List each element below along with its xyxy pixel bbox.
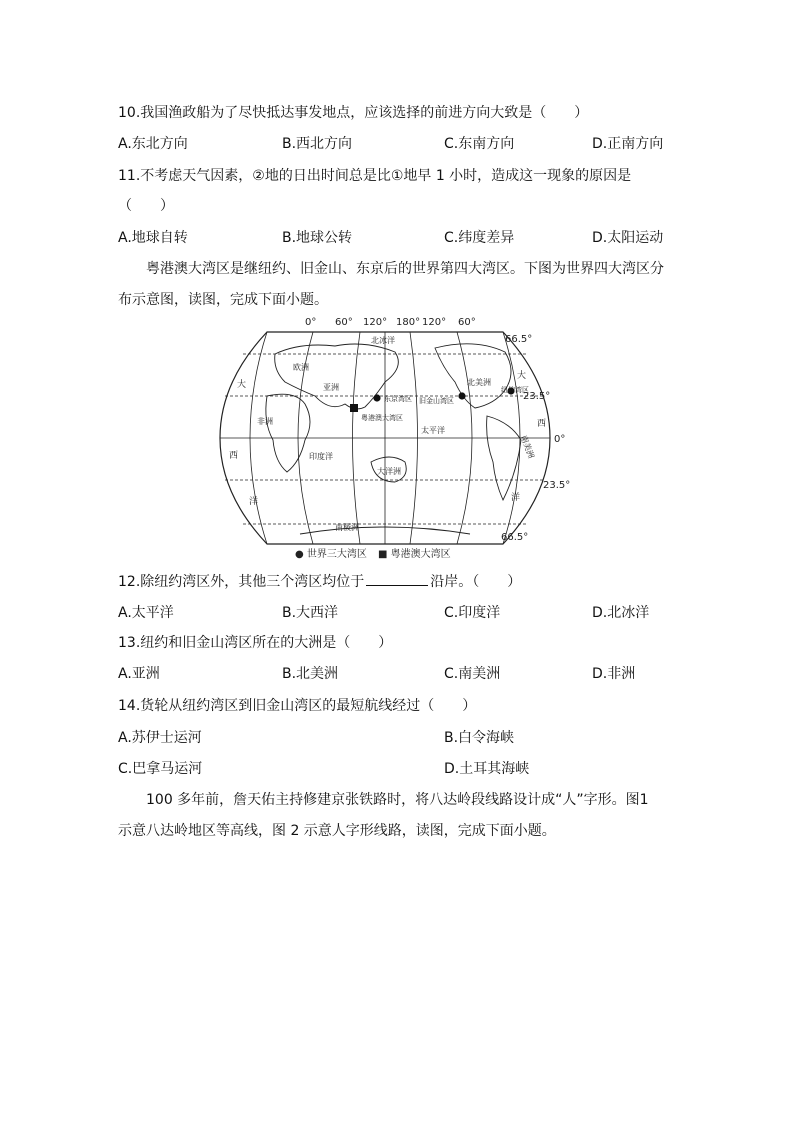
lat-label-23n: 23.5° [523, 391, 551, 402]
passage1-line2: 布示意图，读图，完成下面小题。 [118, 292, 328, 308]
label-north-america: 北美洲 [467, 378, 491, 387]
q14-stem: 14.货轮从纽约湾区到旧金山湾区的最短航线经过（ ） [118, 698, 477, 714]
q10-stem: 10.我国渔政船为了尽快抵达事发地点，应该选择的前进方向大致是（ ） [118, 105, 589, 121]
q12-blank [366, 571, 428, 586]
q12-option-c: C.印度洋 [444, 605, 501, 621]
label-south-america: 南美洲 [519, 433, 536, 460]
q13-option-b: B.北美洲 [282, 666, 339, 682]
label-sf-bay: 旧金山湾区 [419, 397, 454, 405]
gba-marker [350, 404, 358, 412]
label-antarctica: 南极洲 [335, 523, 359, 532]
lon-label-120e: 120° [363, 317, 388, 328]
q13-stem: 13.纽约和旧金山湾区所在的大洲是（ ） [118, 635, 393, 651]
q14-option-a: A.苏伊士运河 [118, 730, 202, 746]
q10-option-d: D.正南方向 [592, 136, 664, 152]
atlantic-left-3: 洋 [249, 497, 259, 507]
q12-option-d: D.北冰洋 [592, 605, 650, 621]
passage2-line2: 示意八达岭地区等高线，图 2 示意人字形线路，读图，完成下面小题。 [118, 823, 556, 839]
q13-option-d: D.非洲 [592, 666, 636, 682]
lon-label-60: 60° [335, 317, 353, 328]
label-indian-ocean: 印度洋 [309, 452, 333, 461]
sf-bay-marker [458, 392, 465, 399]
label-oceania: 大洋洲 [377, 467, 401, 476]
q14-option-c: C.巴拿马运河 [118, 761, 203, 777]
q12-option-b: B.大西洋 [282, 605, 339, 621]
lat-label-66n: 66.5° [505, 334, 533, 345]
q11-option-c: C.纬度差异 [444, 230, 515, 246]
q10-option-b: B.西北方向 [282, 136, 353, 152]
passage2-line1: 100 多年前，詹天佑主持修建京张铁路时，将八达岭段线路设计成“人”字形。图1 [146, 792, 649, 808]
q13-option-c: C.南美洲 [444, 666, 501, 682]
label-europe: 欧洲 [293, 363, 309, 372]
label-africa: 非洲 [257, 417, 273, 426]
lat-label-23s: 23.5° [543, 480, 571, 491]
label-arctic: 北冰洋 [371, 336, 395, 345]
lat-label-0: 0° [554, 434, 566, 445]
q13-option-a: A.亚洲 [118, 666, 160, 682]
passage1-line1: 粤港澳大湾区是继纽约、旧金山、东京后的世界第四大湾区。下图为世界四大湾区分 [146, 261, 664, 277]
lon-label-180: 180° [396, 317, 421, 328]
q10-option-a: A.东北方向 [118, 136, 188, 152]
q11-option-b: B.地球公转 [282, 230, 353, 246]
lat-label-66s: 66.5° [501, 532, 529, 543]
tokyo-bay-marker [373, 394, 380, 401]
q11-option-d: D.太阳运动 [592, 230, 664, 246]
lon-label-0: 0° [305, 317, 317, 328]
lon-label-120w: 120° [422, 317, 447, 328]
label-ny-bay: 纽约湾区 [501, 386, 529, 394]
atlantic-right-2: 西 [537, 419, 547, 429]
map-legend [295, 547, 451, 560]
label-pacific: 太平洋 [421, 426, 445, 435]
lon-label-60w: 60° [458, 317, 476, 328]
legend-three-bays: ● 世界三大湾区 [295, 549, 367, 560]
atlantic-left-1: 大 [237, 380, 247, 390]
atlantic-left-2: 西 [229, 451, 239, 461]
q14-option-d: D.土耳其海峡 [444, 761, 530, 777]
legend-gba: ■ 粤港澳大湾区 [378, 549, 451, 560]
q11-stem-cont: （ ） [118, 198, 174, 214]
q12-stem [118, 571, 521, 592]
atlantic-right-1: 大 [517, 371, 527, 381]
atlantic-right-3: 洋 [511, 493, 521, 503]
q11-stem: 11.不考虑天气因素，②地的日出时间总是比①地早 1 小时，造成这一现象的原因是 [118, 168, 632, 184]
world-bay-areas-map [205, 312, 571, 562]
q10-option-c: C.东南方向 [444, 136, 515, 152]
q12-stem-before: 12.除纽约湾区外，其他三个湾区均位于 [118, 574, 365, 590]
q11-option-a: A.地球自转 [118, 230, 188, 246]
label-gba: 粤港澳大湾区 [361, 414, 403, 422]
q14-option-b: B.白令海峡 [444, 730, 515, 746]
q12-option-a: A.太平洋 [118, 605, 174, 621]
longitude-labels [305, 317, 476, 328]
q12-stem-after: 沿岸。（ ） [430, 574, 522, 590]
label-asia: 亚洲 [323, 383, 339, 392]
label-tokyo-bay: 东京湾区 [384, 395, 412, 403]
